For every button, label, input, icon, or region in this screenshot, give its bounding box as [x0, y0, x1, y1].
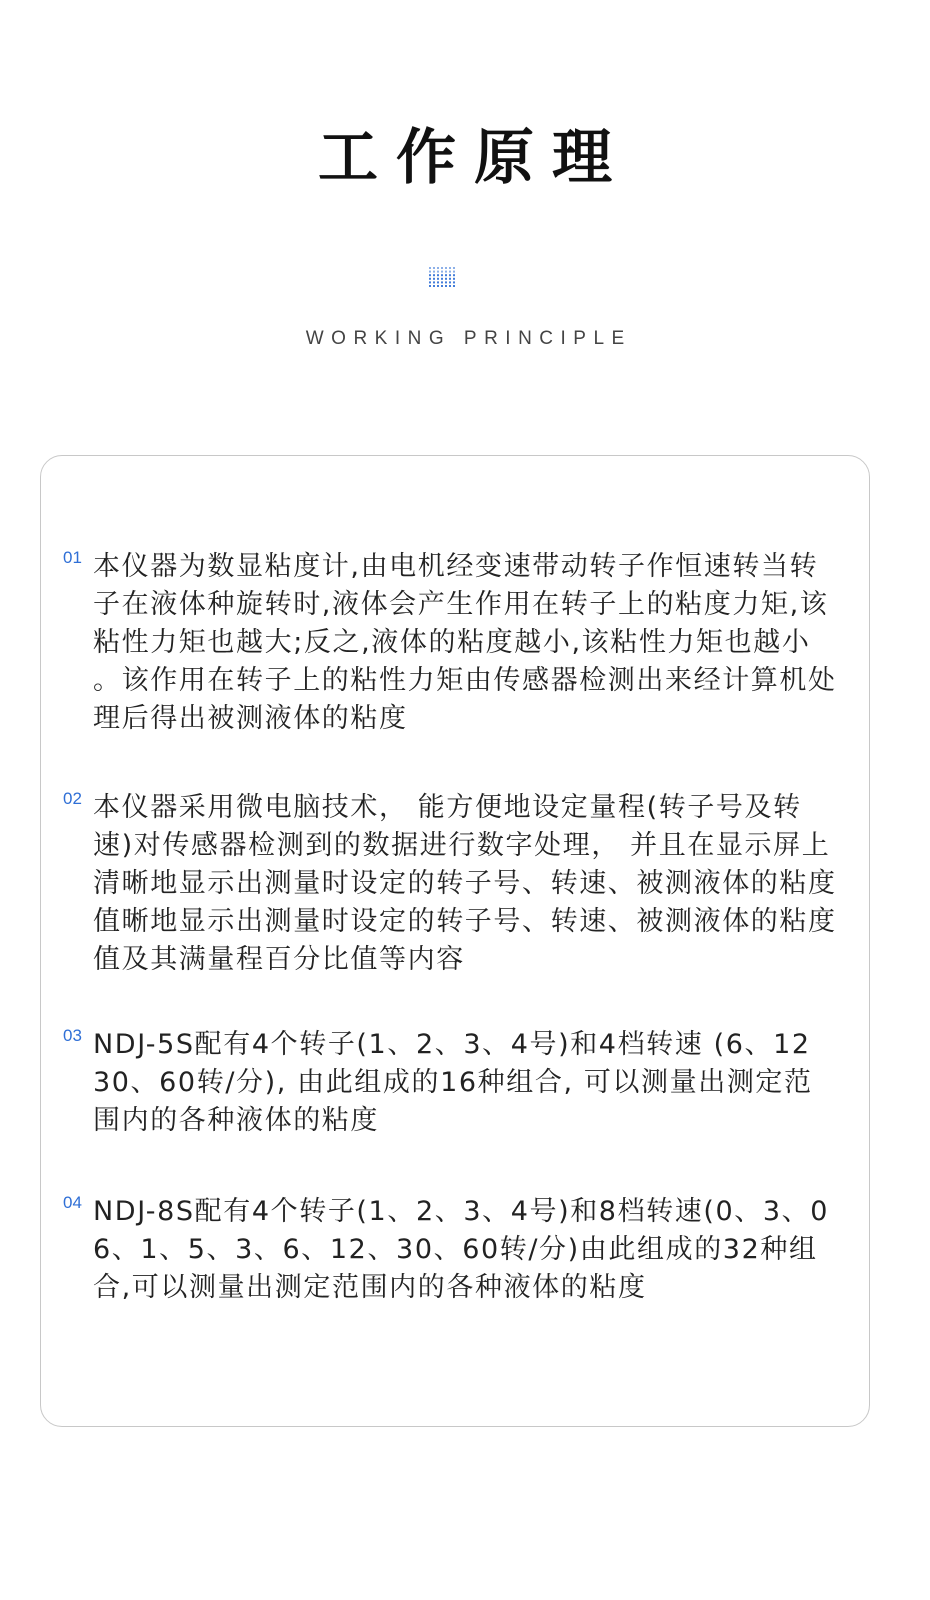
item-number: 03 — [63, 1026, 82, 1045]
item-text: NDJ-8S配有4个转子(1、2、3、4号)和8档转速(0、3、0 6、1、5、3、6、12、30、60转/分)由此组成的32种组合,可以测量出测定范围内的各种液体的粘度 — [93, 1196, 830, 1303]
item-number: 02 — [63, 789, 82, 808]
dot-grid-icon — [428, 266, 456, 288]
item-text: NDJ-5S配有4个转子(1、2、3、4号)和4档转速 (6、12 30、60转/分), 由此组成的16种组合, 可以测量出测定范围内的各种液体的粘度 — [93, 1029, 813, 1136]
principle-card — [40, 455, 870, 1427]
item-text: 本仪器采用微电脑技术， 能方便地设定量程(转子号及转速)对传感器检测到的数据进行数字处理， 并且在显示屏上清晰地显示出测量时设定的转子号、转速、被测液体的粘度值晰地显示出测量时设定的转子号、转速、被测液体的粘度值及其满量程百分比值等内容 — [93, 792, 837, 975]
item-number: 04 — [63, 1193, 82, 1212]
page-subtitle: WORKING PRINCIPLE — [305, 328, 632, 349]
page-title: 工作原理 — [318, 123, 630, 193]
item-text: 本仪器为数显粘度计,由电机经变速带动转子作恒速转当转子在液体种旋转时,液体会产生作用在转子上的粘度力矩,该粘性力矩也越大;反之,液体的粘度越小,该粘性力矩也越小 。该作用在转子上的粘性力矩由传感器检测出来经计算机处理后得出被测液体的粘度 — [93, 551, 837, 734]
item-number: 01 — [63, 548, 82, 567]
